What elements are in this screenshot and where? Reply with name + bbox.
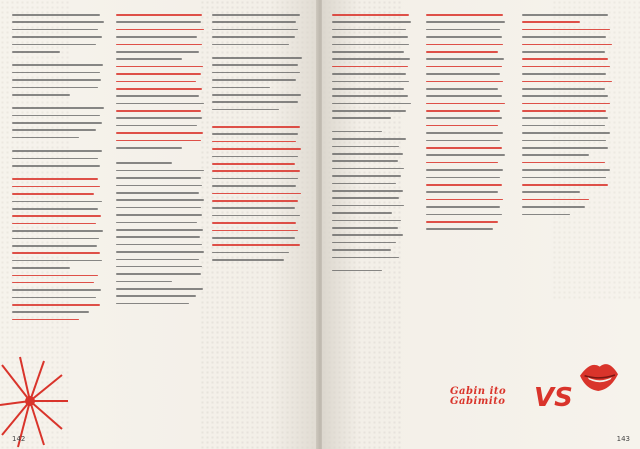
text-column (426, 14, 510, 236)
lips-icon (576, 356, 622, 394)
page-number-right: 143 (616, 435, 630, 443)
text-column (12, 14, 108, 326)
logo-vs: VS (534, 383, 573, 413)
text-column (212, 14, 308, 267)
logo-title: Gabin ito Gabimito (450, 386, 507, 407)
page-number-left: 142 (12, 435, 26, 443)
left-page (0, 0, 318, 449)
starburst-icon (0, 355, 70, 449)
text-column (522, 14, 618, 221)
text-column (332, 14, 416, 277)
text-column (116, 14, 210, 310)
right-page (322, 0, 640, 449)
